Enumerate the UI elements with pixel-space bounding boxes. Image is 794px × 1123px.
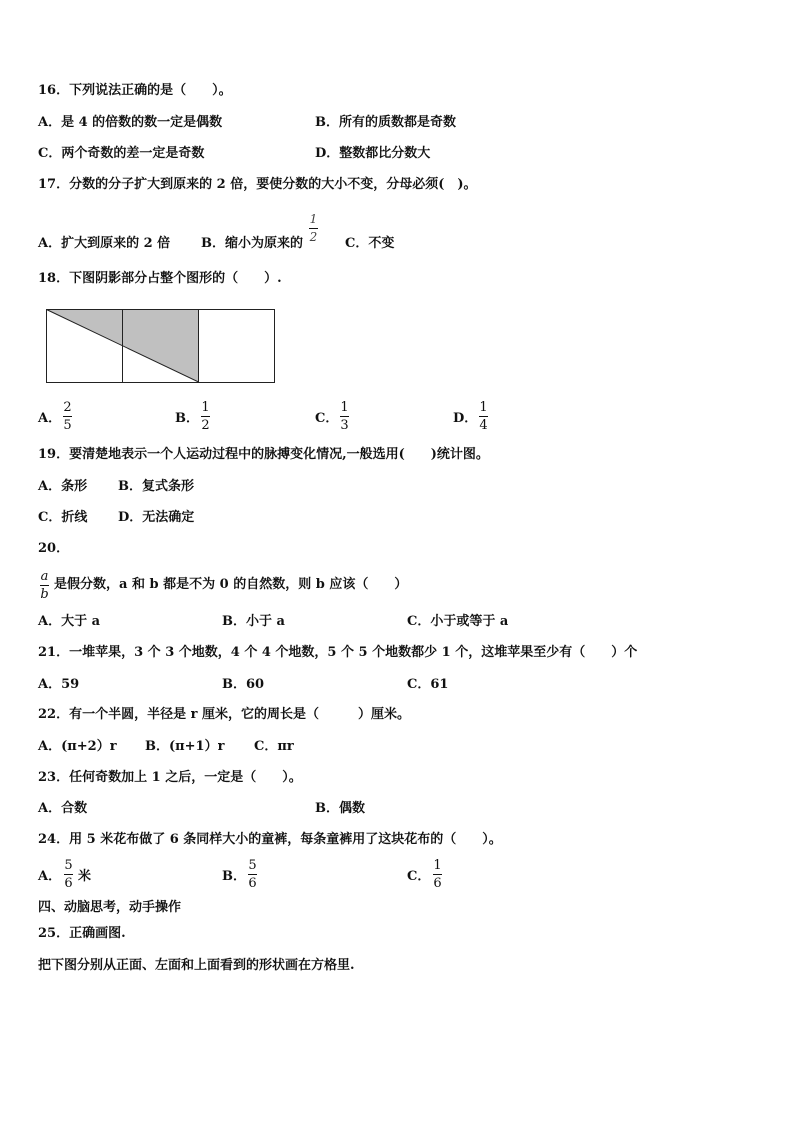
fraction-denominator: 6 — [248, 876, 257, 891]
q23-option-a[interactable]: A．合数 — [38, 801, 88, 816]
fraction-denominator: 4 — [479, 418, 488, 433]
fraction-denominator: 6 — [64, 876, 73, 891]
q19-option-d[interactable]: D．无法确定 — [118, 510, 195, 525]
fraction-denominator: 3 — [340, 418, 349, 433]
fraction-denominator: b — [40, 587, 49, 602]
q18-option-b[interactable]: B． — [175, 411, 199, 426]
q18-option-d[interactable]: D． — [453, 411, 478, 426]
q18-option-c[interactable]: C． — [315, 411, 339, 426]
fraction-numerator: 1 — [309, 212, 318, 226]
fraction-bar — [64, 874, 73, 875]
q23-option-b[interactable]: B．偶数 — [315, 801, 365, 816]
fraction-bar — [479, 416, 488, 417]
q20-stem: 是假分数，a 和 b 都是不为 0 的自然数，则 b 应该（ ） — [54, 577, 408, 592]
fraction-bar — [63, 416, 72, 417]
fraction-bar — [433, 874, 442, 875]
q24-option-c[interactable]: C． — [407, 869, 431, 884]
q19-option-c[interactable]: C．折线 — [38, 510, 88, 525]
q17-option-b-fraction — [309, 212, 318, 245]
q16-option-c[interactable]: C．两个奇数的差一定是奇数 — [38, 146, 205, 161]
q18-stem: 18．下图阴影部分占整个图形的（ ）. — [38, 271, 282, 286]
q19-stem: 19．要清楚地表示一个人运动过程中的脉搏变化情况,一般选用( )统计图。 — [38, 447, 489, 462]
fraction-numerator: 2 — [63, 400, 72, 415]
q23-stem: 23．任何奇数加上 1 之后，一定是（ ）。 — [38, 770, 302, 785]
q20-option-c[interactable]: C．小于或等于 a — [407, 614, 509, 629]
q18-option-d-fraction — [479, 400, 488, 433]
q16-option-a[interactable]: A．是 4 的倍数的数一定是偶数 — [38, 115, 223, 130]
q21-option-c[interactable]: C．61 — [407, 677, 449, 692]
q22-option-c[interactable]: C．πr — [254, 739, 294, 754]
q18-option-a[interactable]: A． — [38, 411, 62, 426]
fraction-denominator: 5 — [63, 418, 72, 433]
q16-option-b[interactable]: B．所有的质数都是奇数 — [315, 115, 456, 130]
q22-option-b[interactable]: B．(π+1）r — [145, 739, 225, 754]
fraction-numerator: 1 — [340, 400, 349, 415]
q25-instruction: 把下图分别从正面、左面和上面看到的形状画在方格里. — [38, 958, 355, 973]
fraction-numerator: 1 — [433, 858, 442, 873]
q25-stem: 25．正确画图. — [38, 926, 126, 941]
q16-stem: 16．下列说法正确的是（ ）。 — [38, 83, 232, 98]
fraction-bar — [340, 416, 349, 417]
section-heading: 四、动脑思考，动手操作 — [38, 900, 182, 915]
q24-option-a-unit: 米 — [78, 869, 92, 884]
q21-option-b[interactable]: B．60 — [222, 677, 265, 692]
q17-option-a[interactable]: A．扩大到原来的 2 倍 — [38, 236, 171, 251]
fraction-numerator: 5 — [64, 858, 73, 873]
fraction-numerator: 1 — [479, 400, 488, 415]
q18-option-c-fraction — [340, 400, 349, 433]
q24-option-a[interactable]: A． — [38, 869, 62, 884]
fraction-bar — [309, 228, 318, 229]
q21-option-a[interactable]: A．59 — [38, 677, 80, 692]
q18-shaded-figure — [46, 309, 276, 383]
q18-option-b-fraction — [201, 400, 210, 433]
q24-option-a-fraction — [64, 858, 73, 891]
q21-stem: 21．一堆苹果，3 个 3 个地数，4 个 4 个地数，5 个 5 个地数都少 1 个，这堆苹果至少有（ ）个 — [38, 645, 638, 660]
q16-option-d[interactable]: D．整数都比分数大 — [315, 146, 431, 161]
fraction-bar — [40, 585, 49, 586]
q17-option-c[interactable]: C．不变 — [345, 236, 395, 251]
q19-option-b[interactable]: B．复式条形 — [118, 479, 194, 494]
q24-option-b[interactable]: B． — [222, 869, 246, 884]
q24-option-c-fraction — [433, 858, 442, 891]
q17-stem: 17．分数的分子扩大到原来的 2 倍，要使分数的大小不变，分母必须( )。 — [38, 177, 477, 192]
q22-stem: 22．有一个半圆，半径是 r 厘米，它的周长是（ ）厘米。 — [38, 707, 410, 722]
q20-fraction — [40, 569, 49, 602]
fraction-bar — [201, 416, 210, 417]
q24-stem: 24．用 5 米花布做了 6 条同样大小的童裤，每条童裤用了这块花布的（ ）。 — [38, 832, 502, 847]
q19-option-a[interactable]: A．条形 — [38, 479, 88, 494]
fraction-numerator: a — [40, 569, 49, 584]
fraction-denominator: 2 — [309, 230, 318, 244]
fraction-numerator: 1 — [201, 400, 210, 415]
fraction-denominator: 6 — [433, 876, 442, 891]
q18-option-a-fraction — [63, 400, 72, 433]
q17-option-b[interactable]: B．缩小为原来的 — [201, 236, 303, 251]
q20-number: 20． — [38, 541, 70, 556]
q24-option-b-fraction — [248, 858, 257, 891]
q20-option-a[interactable]: A．大于 a — [38, 614, 101, 629]
fraction-denominator: 2 — [201, 418, 210, 433]
q20-option-b[interactable]: B．小于 a — [222, 614, 285, 629]
q22-option-a[interactable]: A．(π+2）r — [38, 739, 117, 754]
fraction-bar — [248, 874, 257, 875]
fraction-numerator: 5 — [248, 858, 257, 873]
